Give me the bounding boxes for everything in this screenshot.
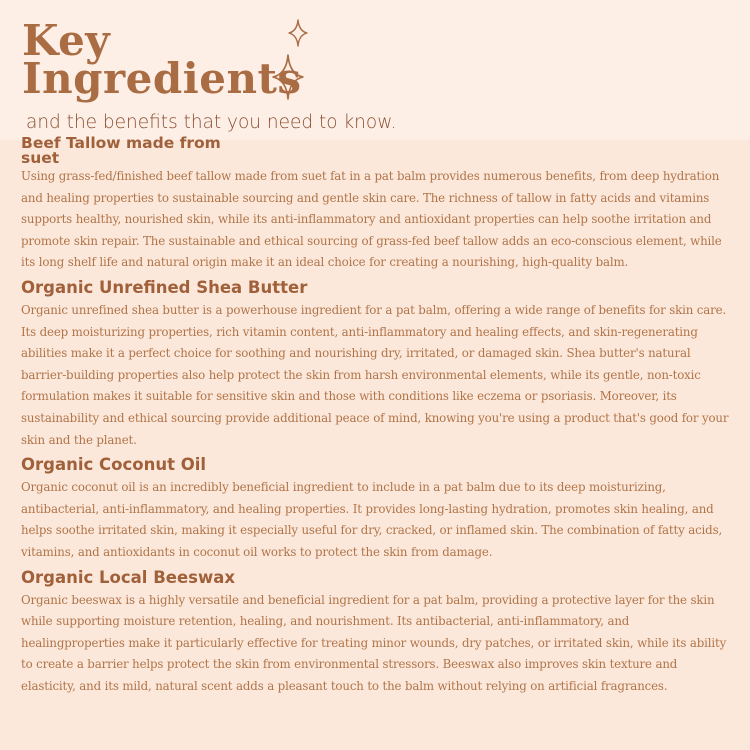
ingredient-description: Using grass-fed/finished beef tallow made from suet fat in a pat balm provides numerous benefits, from deep hydration and healing properties to sustainable sourcing and gentle skin care. The richness of tallow in fatty acids and vitamins supports healthy, nourished skin, while its anti-inflammatory and antioxidant properties can help soothe irritation and promote skin repair. The sustainable and ethical sourcing of grass-fed beef tallow adds an eco-conscious element, while its long shelf life and natural origin make it an ideal choice for creating a nourishing, high-quality balm. (21, 169, 722, 270)
ingredients-list (21, 136, 730, 697)
ingredient-section-beeswax (21, 567, 730, 698)
page-title-line2: Ingredients (22, 54, 302, 103)
ingredient-description: Organic coconut oil is an incredibly beneficial ingredient to include in a pat balm due to its deep moisturizing, antibacterial, anti-inflammatory, and healing properties. It provides long-lasting hydration, promotes skin healing, and helps soothe irritated skin, making it especially useful for dry, cracked, or inflamed skin. The combination of fatty acids, vitamins, and antioxidants in coconut oil works to protect the skin from damage. (21, 480, 723, 559)
page-subtitle: and the benefits that you need to know. (26, 112, 397, 133)
ingredient-section-shea-butter (21, 277, 730, 451)
ingredient-section-tallow (21, 136, 730, 274)
ingredient-heading: Organic Local Beeswax (21, 567, 236, 587)
ingredient-description: Organic beeswax is a highly versatile and beneficial ingredient for a pat balm, providing a protective layer for the skin while supporting moisture retention, healing, and nourishment. Its antibacterial, anti-inflammatory, and healingproperties make it particularly effective for treating minor wounds, dry patches, or irritated skin, while its ability to create a barrier helps protect the skin from environmental stressors. Beeswax also improves skin texture and elasticity, and its mild, natural scent adds a pleasant touch to the balm without relying on artificial fragrances. (21, 592, 727, 693)
page-title-line1: Key (22, 16, 111, 65)
ingredient-heading: Beef Tallow made from suet (21, 134, 221, 167)
large-sparkle-icon (272, 54, 304, 100)
ingredient-section-coconut-oil (21, 454, 730, 563)
ingredient-description: Organic unrefined shea butter is a powerhouse ingredient for a pat balm, offering a wide range of benefits for skin care. Its deep moisturizing properties, rich vitamin content, anti-inflammatory and healing effects, and skin-regenerating abilities make it a perfect choice for soothing and nourishing dry, irritated, or damaged skin. Shea butter's natural barrier-building properties also help protect the skin from harsh environmental elements, while its gentle, non-toxic formulation makes it suitable for sensitive skin and those with conditions like eczema or psoriasis. Moreover, its sustainability and ethical sourcing provide additional peace of mind, knowing you're using a product that's good for your skin and the planet. (21, 302, 729, 447)
small-sparkle-icon (288, 19, 308, 47)
ingredient-heading: Organic Coconut Oil (21, 455, 207, 475)
ingredient-heading: Organic Unrefined Shea Butter (21, 277, 308, 297)
